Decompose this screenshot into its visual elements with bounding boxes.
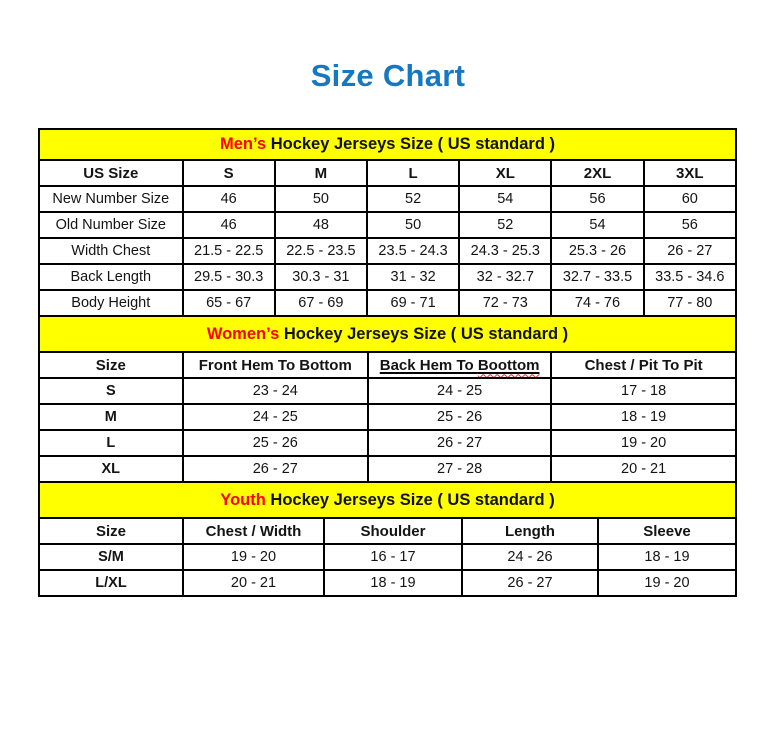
value-cell: 23.5 - 24.3	[367, 238, 459, 264]
underlined-header	[380, 357, 540, 374]
column-header: Size	[39, 518, 183, 544]
value-cell: 32.7 - 33.5	[551, 264, 643, 290]
row-label: L/XL	[39, 570, 183, 596]
row-label: Width Chest	[39, 238, 183, 264]
value-cell: 25 - 26	[368, 404, 551, 430]
value-cell: 65 - 67	[183, 290, 275, 316]
row-label: S/M	[39, 544, 183, 570]
value-cell: 50	[367, 212, 459, 238]
value-cell: 25 - 26	[183, 430, 368, 456]
row-label: Back Length	[39, 264, 183, 290]
value-cell: 18 - 19	[324, 570, 462, 596]
tables-container	[38, 128, 737, 597]
column-header: L	[367, 160, 459, 186]
value-cell: 23 - 24	[183, 378, 368, 404]
womens-band-accent: Women’s	[206, 324, 280, 343]
value-cell: 67 - 69	[275, 290, 367, 316]
value-cell: 18 - 19	[598, 544, 736, 570]
value-cell: 18 - 19	[551, 404, 736, 430]
column-header: S	[183, 160, 275, 186]
value-cell: 27 - 28	[368, 456, 551, 482]
column-header: US Size	[39, 160, 183, 186]
womens-band-title: Hockey Jerseys Size ( US standard )	[279, 324, 569, 343]
table-row	[39, 186, 736, 212]
value-cell: 17 - 18	[551, 378, 736, 404]
column-header: Size	[39, 352, 183, 378]
value-cell: 52	[367, 186, 459, 212]
value-cell: 50	[275, 186, 367, 212]
size-chart-page	[0, 56, 776, 748]
page-title: Size Chart	[310, 58, 466, 93]
value-cell: 19 - 20	[598, 570, 736, 596]
table-row	[39, 544, 736, 570]
value-cell: 54	[459, 186, 551, 212]
column-header: Shoulder	[324, 518, 462, 544]
table-row	[39, 290, 736, 316]
value-cell: 26 - 27	[368, 430, 551, 456]
table-row	[39, 212, 736, 238]
column-header: Front Hem To Bottom	[183, 352, 368, 378]
value-cell: 74 - 76	[551, 290, 643, 316]
value-cell: 22.5 - 23.5	[275, 238, 367, 264]
value-cell: 56	[551, 186, 643, 212]
womens-band	[39, 316, 736, 352]
value-cell: 60	[644, 186, 736, 212]
column-header: XL	[459, 160, 551, 186]
table-row	[39, 430, 736, 456]
table-row	[39, 238, 736, 264]
column-header: M	[275, 160, 367, 186]
value-cell: 20 - 21	[183, 570, 324, 596]
value-cell: 32 - 32.7	[459, 264, 551, 290]
value-cell: 25.3 - 26	[551, 238, 643, 264]
value-cell: 54	[551, 212, 643, 238]
header-text: Back Hem To	[379, 356, 478, 374]
column-header: Chest / Pit To Pit	[551, 352, 736, 378]
value-cell: 33.5 - 34.6	[644, 264, 736, 290]
table-row	[39, 264, 736, 290]
youth-band-title: Hockey Jerseys Size ( US standard )	[265, 490, 555, 509]
row-label: L	[39, 430, 183, 456]
value-cell: 72 - 73	[459, 290, 551, 316]
row-label: Old Number Size	[39, 212, 183, 238]
value-cell: 46	[183, 212, 275, 238]
misspelled-word: Boottom	[477, 356, 540, 374]
row-label: Body Height	[39, 290, 183, 316]
value-cell: 48	[275, 212, 367, 238]
mens-band-accent: Men’s	[219, 135, 267, 153]
value-cell: 19 - 20	[551, 430, 736, 456]
value-cell: 26 - 27	[644, 238, 736, 264]
womens-size-table	[38, 315, 737, 483]
value-cell: 21.5 - 22.5	[183, 238, 275, 264]
value-cell: 16 - 17	[324, 544, 462, 570]
womens-band-row	[39, 316, 736, 352]
column-header	[368, 352, 551, 378]
value-cell: 56	[644, 212, 736, 238]
value-cell: 52	[459, 212, 551, 238]
value-cell: 30.3 - 31	[275, 264, 367, 290]
row-label: New Number Size	[39, 186, 183, 212]
value-cell: 19 - 20	[183, 544, 324, 570]
column-header: 3XL	[644, 160, 736, 186]
youth-size-table	[38, 481, 737, 597]
value-cell: 24.3 - 25.3	[459, 238, 551, 264]
value-cell: 26 - 27	[462, 570, 598, 596]
value-cell: 26 - 27	[183, 456, 368, 482]
value-cell: 24 - 25	[183, 404, 368, 430]
value-cell: 77 - 80	[644, 290, 736, 316]
value-cell: 46	[183, 186, 275, 212]
value-cell: 69 - 71	[367, 290, 459, 316]
column-header: 2XL	[551, 160, 643, 186]
womens-table-body	[39, 378, 736, 482]
mens-band-row	[39, 129, 736, 160]
value-cell: 20 - 21	[551, 456, 736, 482]
table-row	[39, 570, 736, 596]
mens-size-table	[38, 128, 737, 317]
column-header: Sleeve	[598, 518, 736, 544]
mens-band	[39, 129, 736, 160]
table-row	[39, 404, 736, 430]
column-header: Chest / Width	[183, 518, 324, 544]
mens-band-title: Hockey Jerseys Size ( US standard )	[266, 135, 556, 153]
youth-header-row	[39, 518, 736, 544]
row-label: XL	[39, 456, 183, 482]
youth-band	[39, 482, 736, 518]
value-cell: 24 - 26	[462, 544, 598, 570]
column-header: Length	[462, 518, 598, 544]
womens-header-row	[39, 352, 736, 378]
mens-table-body	[39, 186, 736, 316]
row-label: M	[39, 404, 183, 430]
row-label: S	[39, 378, 183, 404]
table-row	[39, 378, 736, 404]
value-cell: 31 - 32	[367, 264, 459, 290]
value-cell: 29.5 - 30.3	[183, 264, 275, 290]
youth-band-accent: Youth	[220, 490, 266, 509]
youth-band-row	[39, 482, 736, 518]
table-row	[39, 456, 736, 482]
value-cell: 24 - 25	[368, 378, 551, 404]
mens-header-row	[39, 160, 736, 186]
youth-table-body	[39, 544, 736, 596]
